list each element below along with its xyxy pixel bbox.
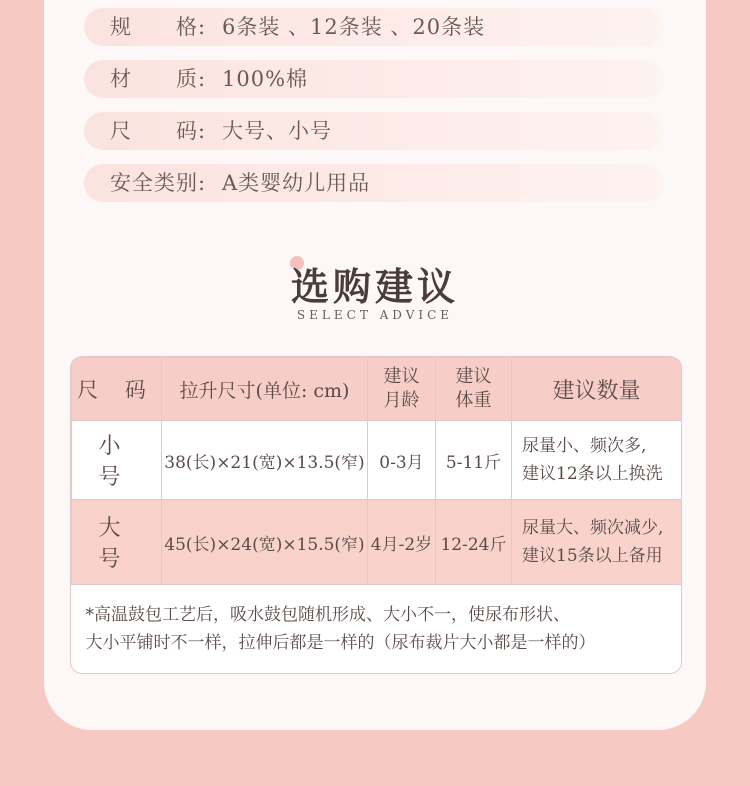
- spec-value: 100%棉: [222, 67, 309, 91]
- table-row: [72, 500, 682, 585]
- spec-value: A类婴幼儿用品: [222, 171, 371, 195]
- cell-age: 0-3月: [368, 421, 436, 500]
- cell-size: 大 号: [72, 500, 162, 585]
- cell-age: 4月-2岁: [368, 500, 436, 585]
- spec-label: 尺 码:: [110, 119, 207, 143]
- cell-dimension: 45(长)×24(宽)×15.5(窄): [162, 500, 368, 585]
- spec-row-material: [84, 60, 664, 98]
- header-quantity: 建议数量: [512, 358, 682, 421]
- spec-label: 安全类别:: [110, 171, 207, 195]
- bottom-band: [0, 730, 750, 786]
- table-header-row: [72, 358, 682, 421]
- header-age: 建议 月龄: [368, 358, 436, 421]
- advice-table: [70, 356, 682, 674]
- table-note-row: [72, 585, 682, 675]
- cell-weight: 5-11斤: [436, 421, 512, 500]
- table-note: *高温鼓包工艺后，吸水鼓包随机形成、大小不一，使尿布形状、 大小平铺时不一样，拉伸后都是一样的（尿布裁片大小都是一样的）: [72, 585, 682, 675]
- cell-quantity: 尿量大、频次减少, 建议15条以上备用: [512, 500, 682, 585]
- spec-row-safety: [84, 164, 664, 202]
- cell-size: 小 号: [72, 421, 162, 500]
- cell-weight: 12-24斤: [436, 500, 512, 585]
- spec-row-specification: [84, 8, 664, 46]
- table-row: [72, 421, 682, 500]
- spec-label: 规 格:: [110, 15, 207, 39]
- cell-dimension: 38(长)×21(宽)×13.5(窄): [162, 421, 368, 500]
- header-dimension: 拉升尺寸(单位: cm): [162, 358, 368, 421]
- header-size: 尺 码: [72, 358, 162, 421]
- header-weight: 建议 体重: [436, 358, 512, 421]
- spec-value: 6条装 、12条装 、20条装: [222, 15, 486, 39]
- spec-value: 大号、小号: [222, 119, 332, 143]
- spec-row-size: [84, 112, 664, 150]
- spec-label: 材 质:: [110, 67, 207, 91]
- section-subtitle: SELECT ADVICE: [296, 308, 454, 322]
- cell-quantity: 尿量小、频次多, 建议12条以上换洗: [512, 421, 682, 500]
- section-title: 选购建议: [290, 264, 459, 309]
